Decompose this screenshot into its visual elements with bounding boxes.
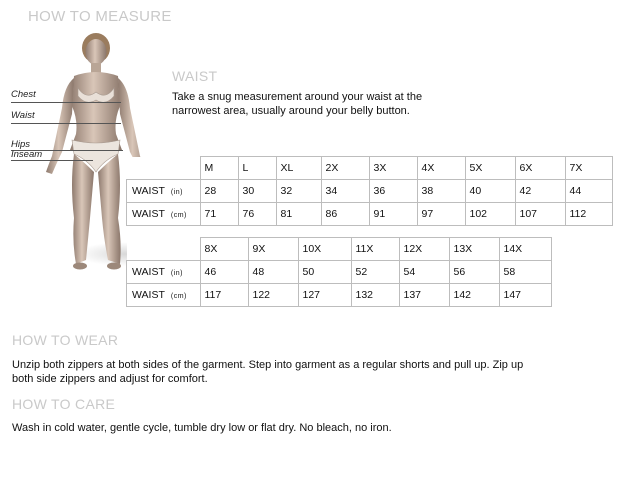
table-cell: 122	[248, 284, 298, 307]
table-cell: 28	[200, 180, 238, 203]
size-table-1	[126, 156, 613, 226]
row-label-text: WAIST	[132, 185, 165, 197]
table-cell: 97	[417, 203, 465, 226]
waist-instructions-line1: Take a snug measurement around your waist at the	[172, 91, 423, 103]
table-cell: 147	[499, 284, 551, 307]
figure-label-waist: Waist	[11, 110, 35, 121]
size-header: M	[200, 157, 238, 180]
table-cell: 117	[200, 284, 248, 307]
table-row	[127, 157, 613, 180]
how-to-wear-text	[12, 358, 612, 386]
size-header: 3X	[369, 157, 417, 180]
how-to-wear-line1: Unzip both zippers at both sides of the garment. Step into garment as a regular shorts and pull up. Zip up	[12, 359, 524, 371]
size-header: 6X	[515, 157, 565, 180]
table-cell: 137	[399, 284, 449, 307]
row-unit: (in)	[170, 270, 183, 277]
table-cell: 102	[465, 203, 515, 226]
table-row	[127, 238, 552, 261]
table-cell: 36	[369, 180, 417, 203]
size-header: 10X	[298, 238, 351, 261]
size-header: 5X	[465, 157, 515, 180]
row-unit: (in)	[170, 189, 183, 196]
table-cell: 52	[351, 261, 399, 284]
table-cell: 127	[298, 284, 351, 307]
how-to-care-text: Wash in cold water, gentle cycle, tumble dry low or flat dry. No bleach, no iron.	[12, 422, 392, 434]
size-header: 14X	[499, 238, 551, 261]
size-header: L	[238, 157, 276, 180]
size-table-2-grid	[126, 237, 552, 307]
size-header: 8X	[200, 238, 248, 261]
inseam-line	[11, 160, 93, 161]
row-label-waist-in	[127, 261, 201, 284]
waist-heading: WAIST	[172, 68, 218, 84]
size-header: 13X	[449, 238, 499, 261]
size-header: 7X	[565, 157, 612, 180]
how-to-care-heading: HOW TO CARE	[12, 396, 116, 412]
figure-label-chest: Chest	[11, 89, 36, 100]
row-unit: (cm)	[170, 212, 187, 219]
figure-label-inseam: Inseam	[11, 149, 43, 160]
row-label-waist-cm	[127, 284, 201, 307]
waist-instructions-line2: narrowest area, usually around your belly button.	[172, 105, 410, 117]
table-cell: 46	[200, 261, 248, 284]
table-cell: 56	[449, 261, 499, 284]
size-header: 4X	[417, 157, 465, 180]
how-to-wear-heading: HOW TO WEAR	[12, 332, 119, 348]
size-header: 2X	[321, 157, 369, 180]
size-header: 12X	[399, 238, 449, 261]
table-cell: 34	[321, 180, 369, 203]
table-cell: 30	[238, 180, 276, 203]
table-cell: 38	[417, 180, 465, 203]
table-cell: 40	[465, 180, 515, 203]
table-cell: 91	[369, 203, 417, 226]
table-cell: 107	[515, 203, 565, 226]
table-cell: 50	[298, 261, 351, 284]
row-label-waist-cm	[127, 203, 201, 226]
table-cell: 76	[238, 203, 276, 226]
how-to-wear-line2: both side zippers and adjust for comfort.	[12, 373, 208, 385]
table-corner	[127, 238, 201, 261]
chest-line	[11, 102, 121, 103]
table-cell: 44	[565, 180, 612, 203]
row-unit: (cm)	[170, 293, 187, 300]
table-cell: 58	[499, 261, 551, 284]
table-row	[127, 284, 552, 307]
table-cell: 86	[321, 203, 369, 226]
table-row	[127, 261, 552, 284]
size-header: 9X	[248, 238, 298, 261]
size-header: 11X	[351, 238, 399, 261]
table-cell: 142	[449, 284, 499, 307]
waist-instructions	[172, 90, 422, 118]
table-row	[127, 180, 613, 203]
size-table-2	[126, 237, 552, 307]
table-cell: 132	[351, 284, 399, 307]
table-cell: 81	[276, 203, 321, 226]
table-cell: 48	[248, 261, 298, 284]
size-header: XL	[276, 157, 321, 180]
table-corner	[127, 157, 201, 180]
figure-label-hips: Hips	[11, 139, 31, 150]
table-cell: 42	[515, 180, 565, 203]
row-label-text: WAIST	[132, 266, 165, 278]
waist-line	[11, 123, 121, 124]
table-cell: 54	[399, 261, 449, 284]
row-label-waist-in	[127, 180, 201, 203]
row-label-text: WAIST	[132, 208, 165, 220]
page-title: HOW TO MEASURE	[28, 8, 172, 25]
size-table-1-grid	[126, 156, 613, 226]
table-cell: 112	[565, 203, 612, 226]
row-label-text: WAIST	[132, 289, 165, 301]
table-cell: 32	[276, 180, 321, 203]
table-row	[127, 203, 613, 226]
table-cell: 71	[200, 203, 238, 226]
